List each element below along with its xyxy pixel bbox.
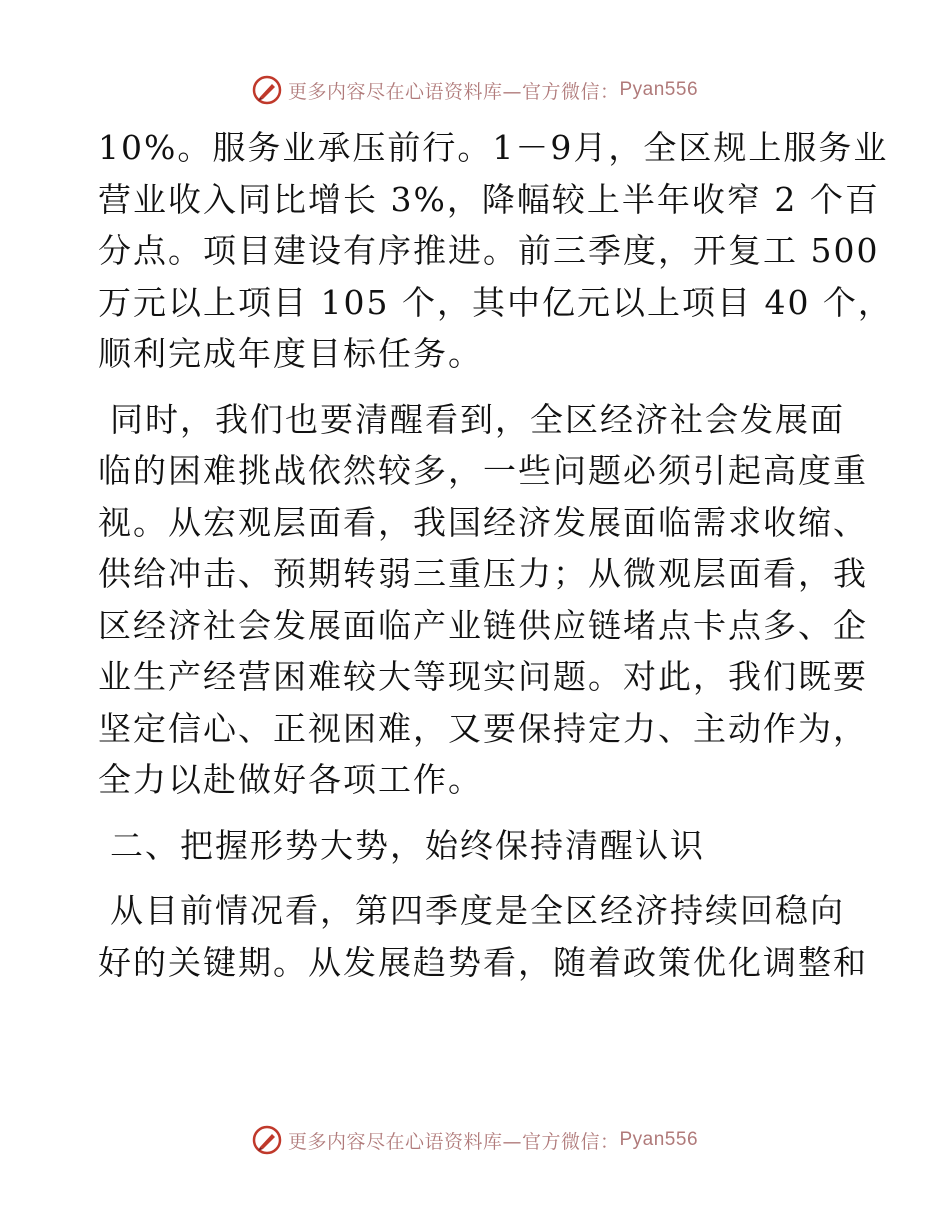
section-heading: [98, 820, 868, 872]
pen-logo-icon: [252, 1125, 282, 1155]
text-line: 营业收入同比增长 3%，降幅较上半年收窄 2 个百: [98, 179, 880, 219]
text-line: 区经济社会发展面临产业链供应链堵点卡点多、企: [98, 605, 868, 645]
text-line: 分点。项目建设有序推进。前三季度，开复工 500: [98, 231, 880, 270]
heading-text: 二、把握形势大势，始终保持清醒认识: [110, 825, 705, 865]
watermark-text: 更多内容尽在心语资料库—官方微信：: [287, 1130, 620, 1153]
wechat-id: Pyan556: [619, 79, 699, 100]
paragraph: [98, 394, 868, 806]
text-line: 10%。服务业承压前行。1－9月，全区规上服务业: [98, 128, 889, 167]
text-line: 业生产经营困难较大等现实问题。对此，我们既要: [98, 657, 868, 696]
paragraph: [98, 122, 893, 380]
text-line: 视。从宏观层面看，我国经济发展面临需求收缩、: [98, 502, 868, 542]
text-line: 好的关键期。从发展趋势看，随着政策优化调整和: [98, 942, 868, 982]
text-line: 顺利完成年度目标任务。: [98, 334, 483, 373]
watermark-text: 更多内容尽在心语资料库—官方微信：: [287, 80, 620, 103]
text-line: 全力以赴做好各项工作。: [98, 760, 483, 799]
text-line: 供给冲击、预期转弱三重压力；从微观层面看，我: [98, 554, 868, 593]
wechat-id: Pyan556: [619, 1129, 699, 1150]
text-line: 同时，我们也要清醒看到，全区经济社会发展面: [110, 399, 845, 439]
paragraph: [98, 885, 868, 988]
text-line: 从目前情况看，第四季度是全区经济持续回稳向: [110, 891, 845, 930]
watermark-header: [0, 70, 950, 110]
text-line: 临的困难挑战依然较多，一些问题必须引起高度重: [98, 451, 868, 490]
text-line: 坚定信心、正视困难，又要保持定力、主动作为，: [98, 708, 868, 748]
document-body: [98, 122, 893, 988]
text-line: 万元以上项目 105 个，其中亿元以上项目 40 个，: [98, 282, 893, 322]
watermark-footer: [0, 1120, 950, 1160]
pen-logo-icon: [252, 75, 282, 105]
